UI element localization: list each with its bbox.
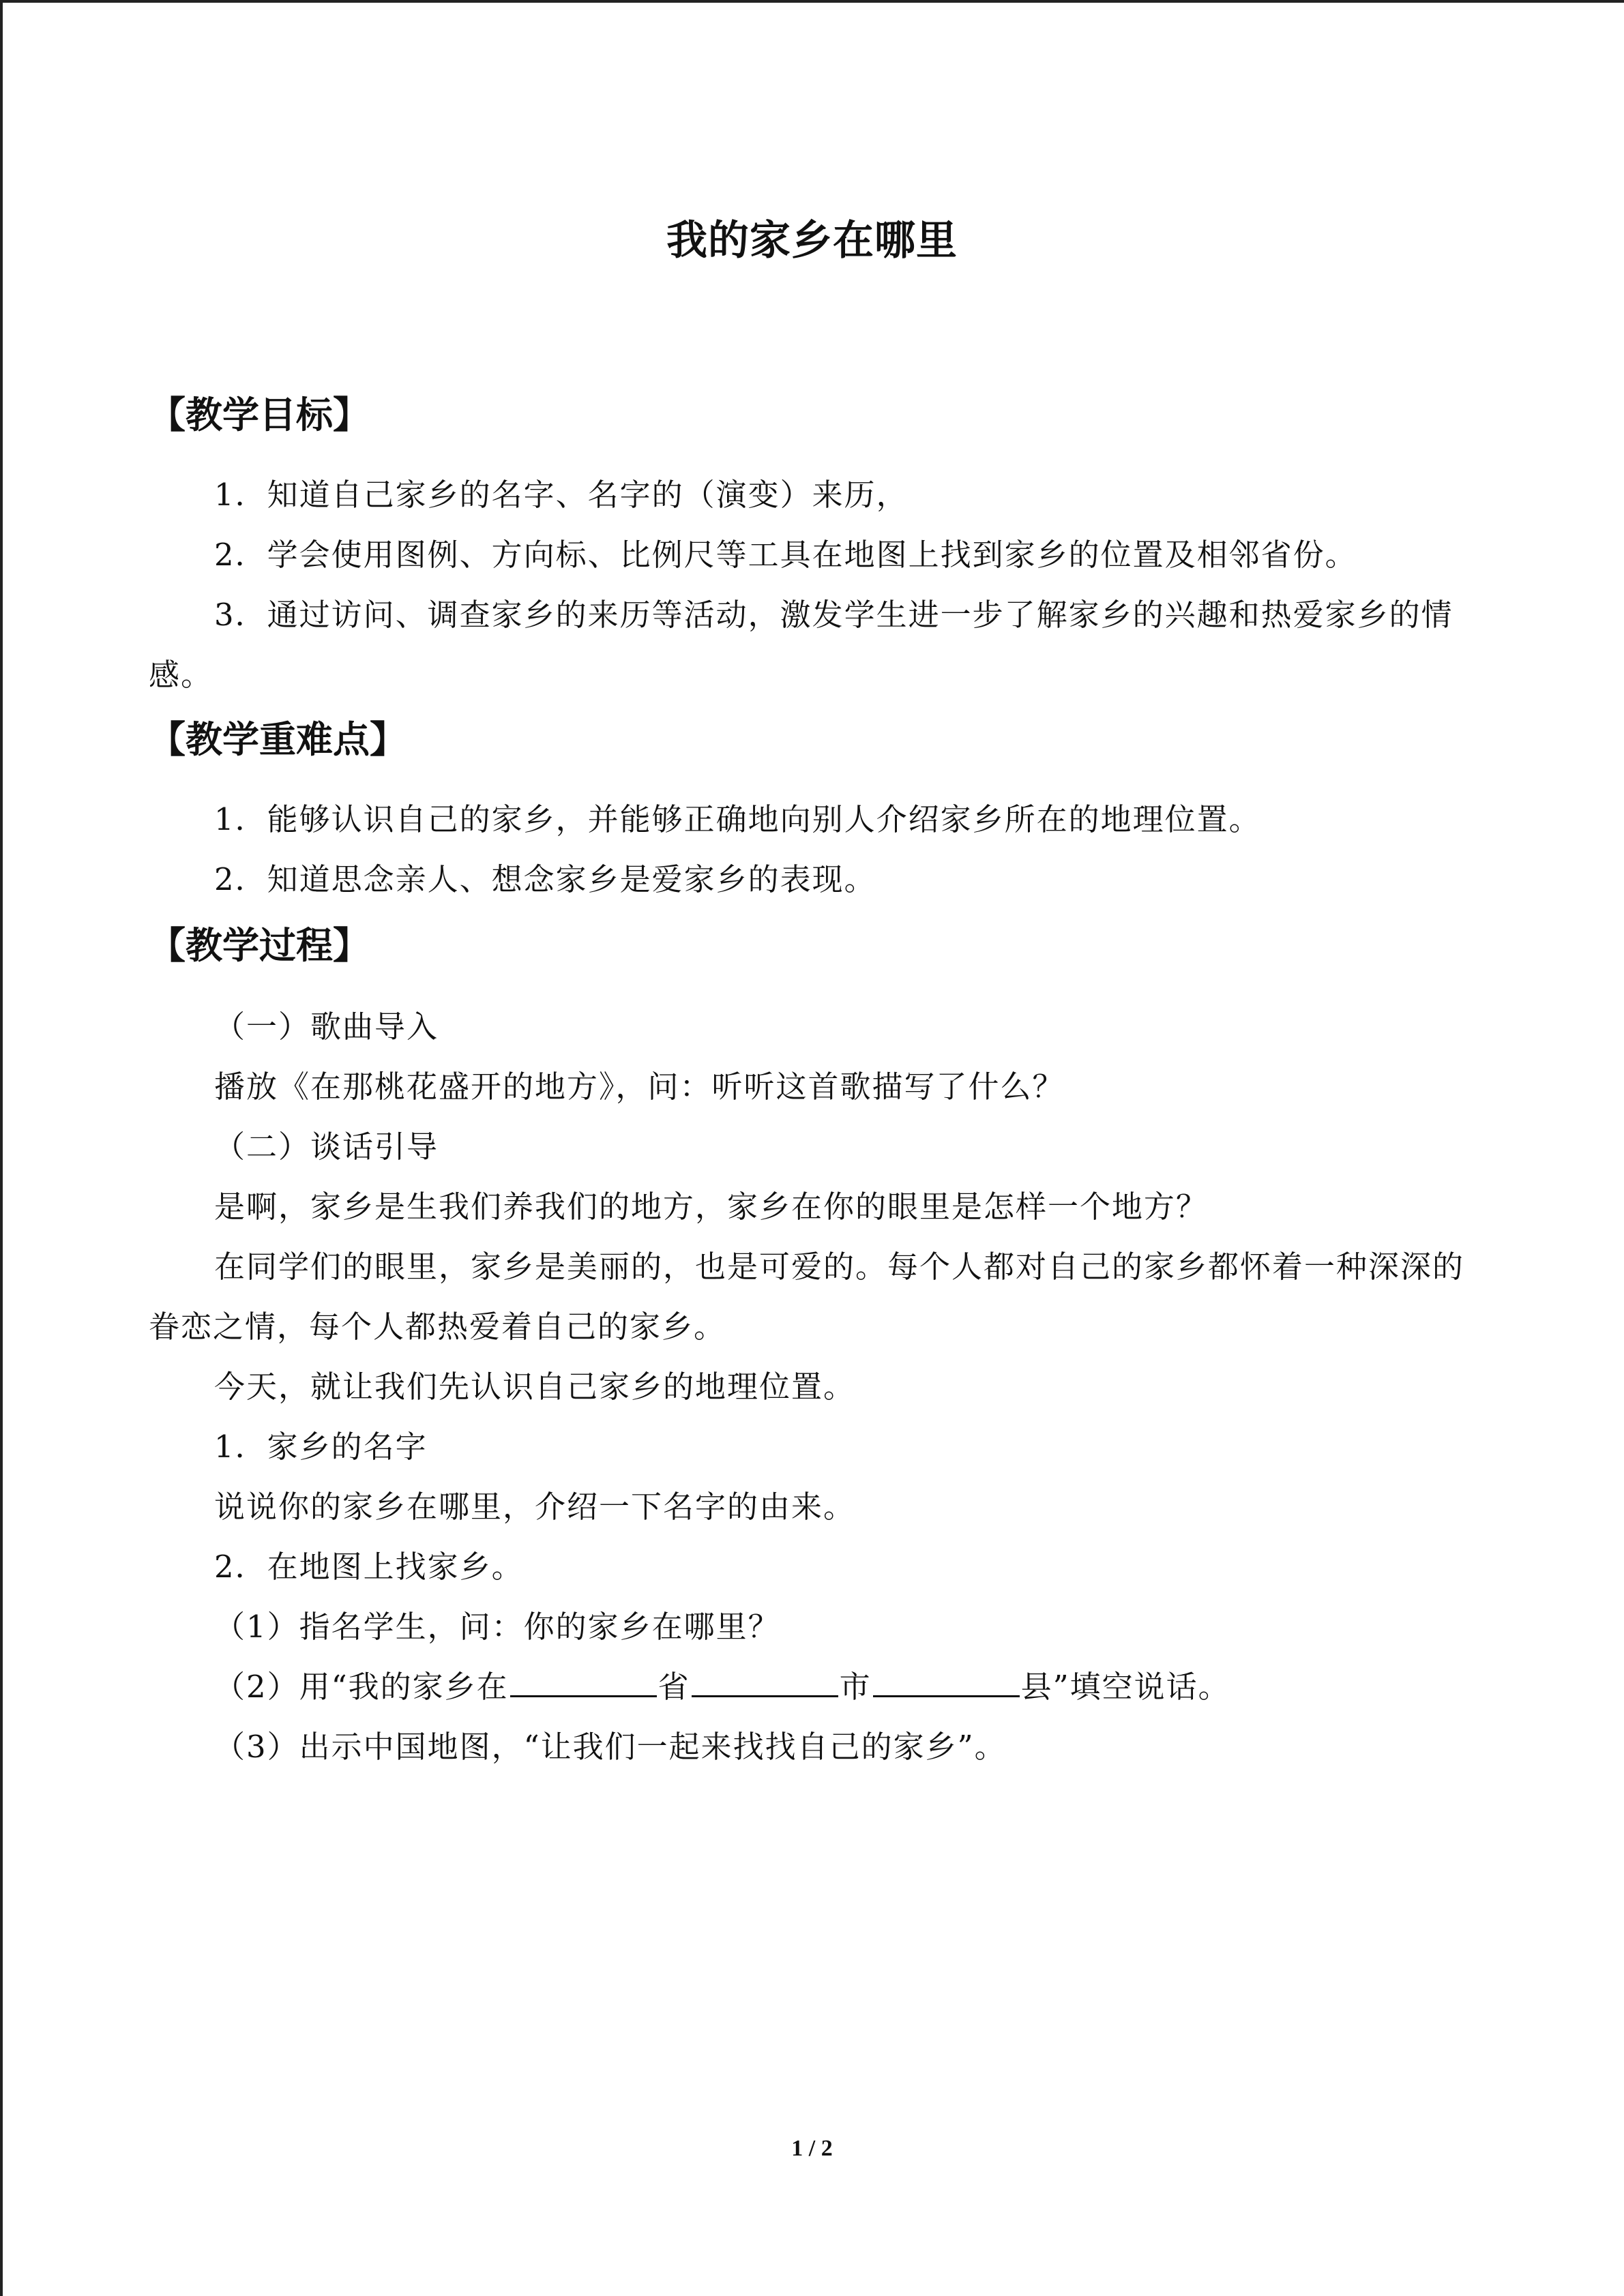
process-item-10: （1）指名学生，问：你的家乡在哪里？ [214, 1609, 780, 1645]
process-item-3: （二）谈话引导 [214, 1129, 439, 1165]
goal-item-2: 2．学会使用图例、方向标、比例尺等工具在地图上找到家乡的位置及相邻省份。 [214, 537, 1357, 573]
key-point-item-1: 1．能够认识自己的家乡，并能够正确地向别人介绍家乡所在的地理位置。 [214, 801, 1261, 837]
fill-sentence-prefix: （2）用“我的家乡在 [214, 1669, 509, 1705]
process-item-8: 说说你的家乡在哪里，介绍一下名字的由来。 [214, 1489, 856, 1525]
goal-item-1: 1．知道自己家乡的名字、名字的（演变）来历， [214, 477, 909, 513]
section-heading-goals: 【教学目标】 [149, 393, 370, 436]
process-item-9: 2．在地图上找家乡。 [214, 1549, 524, 1585]
process-item-4: 是啊，家乡是生我们养我们的地方，家乡在你的眼里是怎样一个地方？ [214, 1189, 1209, 1225]
section-heading-key-points: 【教学重难点】 [149, 717, 407, 761]
process-item-1: （一）歌曲导入 [214, 1009, 439, 1045]
province-blank [510, 1665, 657, 1697]
fill-sentence-suffix: 县”填空说话。 [1020, 1669, 1230, 1705]
fill-in-sentence [149, 1657, 1479, 1717]
process-item-5: 在同学们的眼里，家乡是美丽的，也是可爱的。每个人都对自己的家乡都怀着一种深深的眷恋之情，每个人都热爱着自己的家乡。 [149, 1249, 1465, 1345]
key-point-item-2: 2．知道思念亲人、想念家乡是爱家乡的表现。 [214, 861, 876, 897]
page-title: 我的家乡在哪里 [666, 217, 958, 265]
process-item-2: 播放《在那桃花盛开的地方》，问：听听这首歌描写了什么？ [214, 1069, 1065, 1105]
process-item-7: 1．家乡的名字 [214, 1429, 428, 1465]
county-blank [873, 1665, 1020, 1697]
fill-sentence-part1: 省 [658, 1669, 690, 1705]
section-heading-process: 【教学过程】 [149, 923, 370, 967]
fill-sentence-part2: 市 [839, 1669, 872, 1705]
goal-item-3: 3．通过访问、调查家乡的来历等活动，激发学生进一步了解家乡的兴趣和热爱家乡的情感。 [149, 597, 1453, 693]
process-item-last: （3）出示中国地图，“让我们一起来找找自己的家乡”。 [214, 1729, 1007, 1765]
process-item-6: 今天，就让我们先认识自己家乡的地理位置。 [214, 1369, 856, 1405]
page-number: 1 / 2 [791, 2136, 833, 2161]
city-blank [692, 1665, 838, 1697]
